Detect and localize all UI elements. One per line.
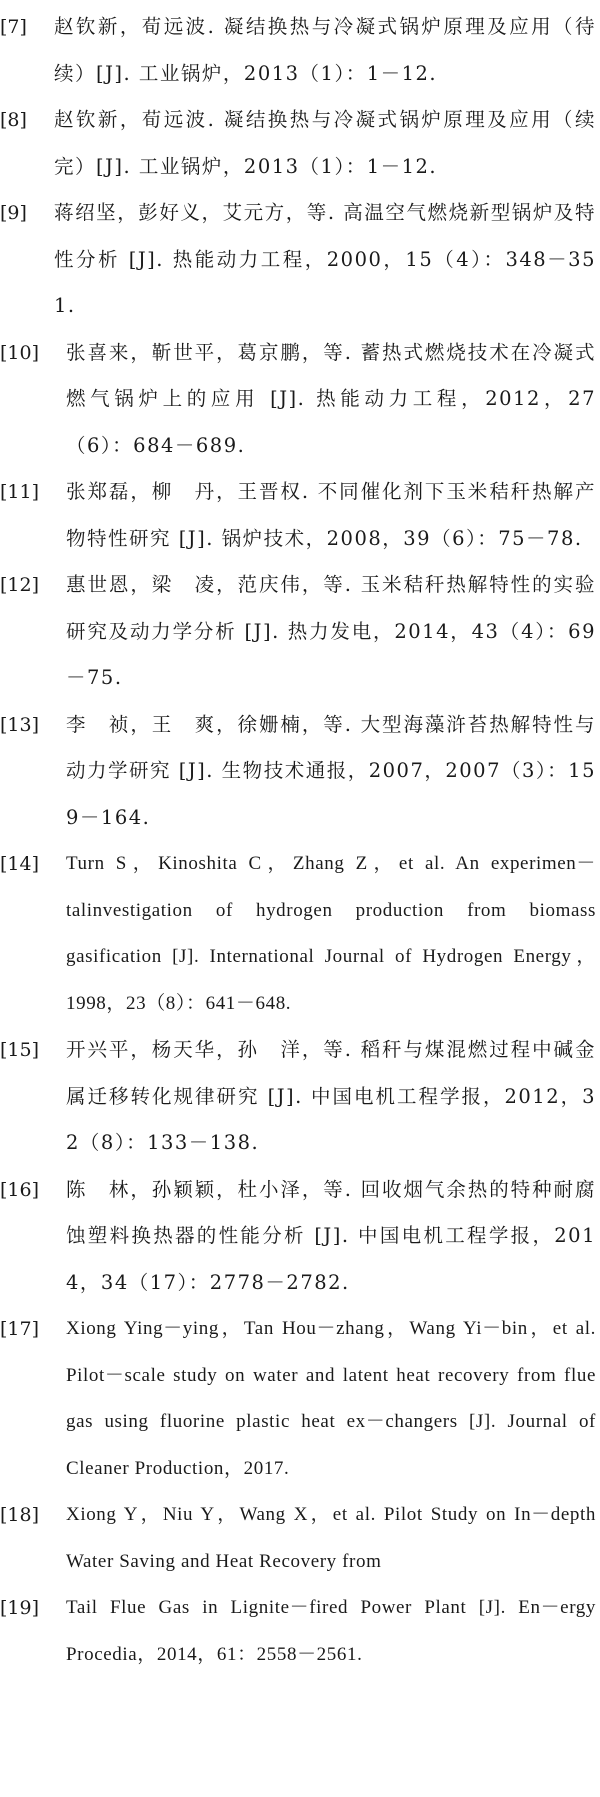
reference-item — [0, 1492, 600, 1585]
reference-item — [0, 4, 600, 97]
reference-text: Xiong Y，Niu Y，Wang X，et al. Pilot Study on In－depth Water Saving and Heat Recovery from — [66, 1504, 596, 1572]
reference-number: [18] — [0, 1504, 40, 1526]
reference-text: 惠世恩，梁 凌，范庆伟，等. 玉米秸秆热解特性的实验研究及动力学分析 [J]. 热力发电，2014，43（4）：69－75. — [66, 573, 596, 689]
reference-number: [11] — [0, 481, 40, 503]
reference-number: [13] — [0, 713, 40, 736]
reference-item — [0, 702, 600, 842]
reference-text: 赵钦新，荀远波. 凝结换热与冷凝式锅炉原理及应用（待续）[J]. 工业锅炉，2013（1）：1－12. — [54, 15, 596, 85]
reference-item — [0, 562, 600, 702]
reference-number: [8] — [0, 109, 27, 131]
reference-text: Turn S，Kinoshita C，Zhang Z，et al. An experimen－talinvestigation of hydrogen production from biomass gasification [J]. International Journal of Hydrogen Energy，1998，23（8）：641－648. — [66, 853, 596, 1014]
reference-item — [0, 97, 600, 190]
reference-number: [7] — [0, 16, 27, 38]
reference-text: 开兴平，杨天华，孙 洋，等. 稻秆与煤混燃过程中碱金属迁移转化规律研究 [J]. 中国电机工程学报，2012，32（8）：133－138. — [66, 1038, 596, 1154]
reference-item — [0, 1306, 600, 1492]
reference-text: 陈 林，孙颖颖，杜小泽，等. 回收烟气余热的特种耐腐蚀塑料换热器的性能分析 [J]. 中国电机工程学报，2014，34（17）：2778－2782. — [66, 1177, 596, 1294]
reference-item — [0, 330, 600, 470]
reference-number: [19] — [0, 1597, 40, 1619]
reference-item — [0, 1585, 600, 1678]
reference-number: [16] — [0, 1178, 40, 1201]
reference-number: [17] — [0, 1318, 40, 1340]
reference-number: [14] — [0, 853, 40, 875]
reference-item — [0, 1027, 600, 1167]
reference-text: 蒋绍坚，彭好义，艾元方，等. 高温空气燃烧新型锅炉及特性分析 [J]. 热能动力工程，2000，15（4）：348－351. — [54, 201, 596, 317]
reference-text: 张郑磊，柳 丹，王晋权. 不同催化剂下玉米秸秆热解产物特性研究 [J]. 锅炉技术，2008，39（6）：75－78. — [66, 480, 596, 550]
reference-text: 赵钦新，荀远波. 凝结换热与冷凝式锅炉原理及应用（续完）[J]. 工业锅炉，2013（1）：1－12. — [54, 108, 596, 178]
reference-number: [12] — [0, 574, 40, 596]
reference-number: [15] — [0, 1039, 40, 1061]
reference-text: Xiong Ying－ying，Tan Hou－zhang，Wang Yi－bin，et al. Pilot－scale study on water and latent heat recovery from flue gas using fluorine plastic heat ex－changers [J]. Journal of Cleaner Production，2017. — [66, 1318, 596, 1479]
reference-number: [9] — [0, 202, 27, 224]
reference-item — [0, 1167, 600, 1307]
reference-number: [10] — [0, 341, 40, 364]
reference-text: 李 祯，王 爽，徐姗楠，等. 大型海藻浒苔热解特性与动力学研究 [J]. 生物技术通报，2007，2007（3）：159－164. — [66, 712, 596, 829]
reference-text: 张喜来，靳世平，葛京鹏，等. 蓄热式燃烧技术在冷凝式燃气锅炉上的应用 [J]. 热能动力工程，2012，27（6）：684－689. — [66, 340, 596, 457]
reference-text: Tail Flue Gas in Lignite－fired Power Plant [J]. En－ergy Procedia，2014，61：2558－2561. — [66, 1597, 596, 1665]
reference-item — [0, 469, 600, 562]
reference-item — [0, 190, 600, 330]
reference-item — [0, 841, 600, 1027]
